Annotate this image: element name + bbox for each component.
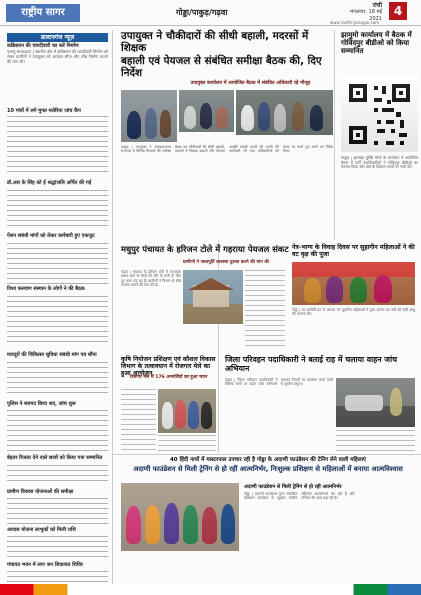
lead-person-icon [258, 102, 270, 131]
mid-right-body: गोड्डा | वट सावित्री व्रत के अवसर पर सुहागिन महिलाओं ने पूजा-अर्चना कर पति की लंबी आयु की कामना की। [292, 308, 415, 317]
brand-logo: राष्ट्रीय सागर [6, 4, 80, 22]
woman-worker-icon [183, 505, 198, 544]
section-title: गोड्डा/पाकुड़/गढ़वा [176, 8, 228, 17]
left-item4-headline: पेंशन संबंधी मांगों को लेकर कर्मचारी हुए एकजुट [7, 233, 95, 239]
vehicle-shape [345, 395, 383, 411]
lead-headline [121, 30, 333, 79]
left-item6-body [7, 362, 108, 395]
masthead [0, 0, 421, 26]
left-item4-body [7, 243, 108, 284]
left-column-divider [112, 30, 113, 584]
mid-left-headline: मधुपुर पंचायत के हरिजन टोले में गहराया पेयजल संकट [121, 244, 289, 254]
lead-person-icon [274, 104, 286, 132]
left-item11-body [7, 571, 108, 583]
mid-left-subhead: ग्रामीणों ने जलापूर्ति व्यवस्था दुरुस्त करने की मांग की [182, 260, 270, 265]
left-item2-headline: 10 गांवों में लगे मुफ्त मलेरिया जांच कैंप [7, 108, 81, 114]
right-column-headline: झामुमो कार्यालय में बैठक में गोविंदपुर बीडीओ को किया सम्मानित [341, 31, 412, 55]
lead-subhead: उपायुक्त कार्यालय में आयोजित बैठक में संबंधित अधिकारी रहे मौजूद [190, 81, 311, 86]
woman-worker-icon [145, 505, 160, 544]
lead-person-icon [216, 106, 228, 129]
banner-line1: 40 हिंदी नायों में मास्टरपाल उपचार रही है गोड्डा के अदाणी फाउंडेशन की टेनिंग लेने वाली महिलाएं [169, 457, 367, 463]
lead-headline-line1: उपायुक्त ने चौकीदारों की सीधी बहाली, मदरसों में शिक्षक [121, 30, 309, 55]
left-item7-headline: पुलिस ने बरामद किया शव, जांच शुरू [7, 401, 76, 407]
left-item2-body [7, 116, 108, 173]
lead-photo-middle [179, 90, 234, 132]
lead-headline-line2: बहाली एवं पेयजल से संबंधित समीक्षा बैठक की, दिए निर्देश [121, 54, 322, 79]
bottom-body: गोड्डा | अदाणी फाउंडेशन द्वारा संचालित प्रशिक्षण कार्यक्रम से जुड़कर ग्रामीण महिलाएं आत्मनिर्भर बन रही हैं और परिवार की आय बढ़ा रही हैं। [244, 492, 355, 501]
lower-right-headline: जिला परिवहन पदाधिकारी ने बताई राह में चलाया वाहन जांच अभियान [225, 355, 398, 373]
lead-person-icon [310, 105, 323, 131]
lower-left-subhead: रोजगार मेले में 176 अभ्यर्थियों का हुआ चयन [129, 375, 208, 380]
lower-right-body: गढ़वा | जिला परिवहन पदाधिकारी ने विभिन्न मार्गों पर वाहन जांच अभियान चलाकर नियमों का उल्लंघन करने वालों से जुर्माना वसूला। [225, 378, 333, 387]
road-shape [336, 406, 415, 427]
woman-person-icon [350, 277, 367, 303]
qr-code-icon [341, 76, 418, 152]
woman-person-icon [304, 278, 321, 303]
left-item1-headline: कब्रिस्तान की चारदीवारी का करें निर्माण [7, 43, 79, 49]
lead-person-icon [292, 102, 304, 131]
lower-left-body-text [121, 389, 156, 452]
banner-line2: अदाणी फाउंडेशन से मिली ट्रेनिंग से हो रहीं आत्मनिर्भर, निःशुल्क प्रशिक्षण से महिलाओं में बनाया आत्मविश्वास [133, 465, 403, 473]
left-column-item1 [7, 44, 108, 77]
left-item5-body [7, 296, 108, 346]
lower-right-body2 [336, 430, 415, 452]
lead-person-icon [241, 105, 254, 131]
lower-left-headline: कृषि नियोजन प्रशिक्षण एवं कौशल विकास विभाग के तत्वावधान में रोजगार मेले का हुआ आयोजन [121, 356, 216, 378]
right-column-body: पाकुड़ | झारखंड मुक्ति मोर्चा के कार्यालय में आयोजित बैठक में पार्टी पदाधिकारियों ने गोविंदपुर बीडीओ का स्वागत किया और क्षेत्र के विकास कार्यों पर चर्चा की। [341, 155, 418, 170]
left-item6-headline: मजदूरों की चिकित्सा सुविधा संबंधी मांग पत्र सौंपा [7, 352, 97, 358]
lead-person-icon [200, 103, 212, 129]
mid-left-body-2 [245, 270, 285, 350]
lead-person-icon [184, 106, 196, 129]
left-item5-headline: विश्व कल्याण संस्थान के लोगों ने की बैठक [7, 286, 85, 292]
right-column-divider [334, 30, 335, 240]
left-item1-body: पलामू संवाददाता | स्थानीय क्षेत्र में कब्रिस्तान की चारदीवारी निर्माण को लेकर ग्रामीणों ने उपायुक्त को आवेदन सौंपा और शीघ्र निर्माण कराने की मांग की। [7, 49, 108, 64]
left-item10-headline: आवास योजना लाभुकों को मिली राशि [7, 527, 76, 533]
mid-left-photo [183, 270, 243, 324]
trainee-person-icon [201, 402, 212, 429]
city-label: रांची [372, 2, 382, 9]
lead-body: पाकुड़ | उपायुक्त ने समाहरणालय सभागार में विभिन्न विभागों की समीक्षा बैठक कर चौकीदारों की सीधी बहाली, मदरसों में शिक्षक बहाली और पेयजल आपूर्ति संबंधी कार्यों की प्रगति की जानकारी ली तथा अधिकारियों को समय पर कार्य पूरा करने का निर्देश दिया। [121, 145, 333, 238]
mid-left-body-1: गढ़वा | पंचायत के हरिजन टोले में चापाकल खराब रहने से लोगों को पीने के पानी के लिए दूर जाना पड़ रहा है। ग्रामीणों ने विभाग से शीघ्र मरम्मत कराने की मांग की है। [121, 270, 181, 288]
officer-person-icon [390, 388, 402, 416]
woman-worker-icon [221, 504, 235, 544]
woman-person-icon [326, 276, 343, 303]
bottom-photo [121, 483, 239, 551]
website-label: www.rashtriyasagar.com [330, 20, 380, 25]
lower-left-photo [158, 389, 216, 433]
right-top-image [341, 76, 418, 152]
color-registration-strip [0, 584, 421, 595]
left-item9-body [7, 498, 108, 524]
woman-person-icon [374, 275, 392, 303]
trainee-person-icon [175, 400, 186, 429]
page-number: 4 [389, 2, 407, 20]
banner-shape [292, 262, 415, 277]
lead-person-icon [127, 111, 141, 139]
ground-shape [183, 304, 243, 324]
left-item9-headline: ग्रामीण विकास योजनाओं की समीक्षा [7, 489, 74, 495]
bottom-headline: अदाणी फाउंडेशन से मिली ट्रेनिंग से हो रहीं आत्मनिर्भर [244, 484, 342, 490]
date-label: मंगलवार, 18 मई 2021 [350, 9, 382, 22]
banner-divider [112, 454, 421, 455]
lead-photo-left [121, 90, 177, 142]
trainee-person-icon [162, 402, 173, 429]
lower-right-photo [336, 378, 415, 427]
left-item11-headline: पंचायत भवन में लगा जन शिकायत शिविर [7, 562, 83, 568]
woman-worker-icon [126, 506, 141, 544]
trainee-person-icon [188, 401, 199, 429]
house-shape [193, 285, 229, 307]
left-item8-headline: बेहतर रिजल्ट देने वाले छात्रों को किया गया सम्मानित [7, 455, 103, 461]
woman-worker-icon [202, 507, 217, 544]
left-item7-body [7, 410, 108, 452]
left-item8-body [7, 465, 108, 485]
lead-person-icon [145, 108, 157, 139]
left-column-title: डाल्टनगंज न्यूज़ [7, 33, 108, 42]
roof-shape [188, 278, 234, 290]
lead-photo-right [236, 90, 333, 135]
woman-worker-icon [164, 503, 179, 544]
left-item3-headline: डॉ.आर के सिंह को ई श्रद्धांजलि अर्पित की गई [7, 180, 92, 186]
mid-right-photo [292, 262, 415, 305]
lead-person-icon [160, 110, 171, 138]
left-item10-body [7, 536, 108, 559]
left-item3-body [7, 190, 108, 230]
lower-left-body-text2 [158, 435, 216, 452]
mid-right-headline: नेत्र-भाग्य के विवाह दिवस पर सुहागीन महिलाओं ने की वट वृक्ष की पूजा [292, 244, 415, 259]
